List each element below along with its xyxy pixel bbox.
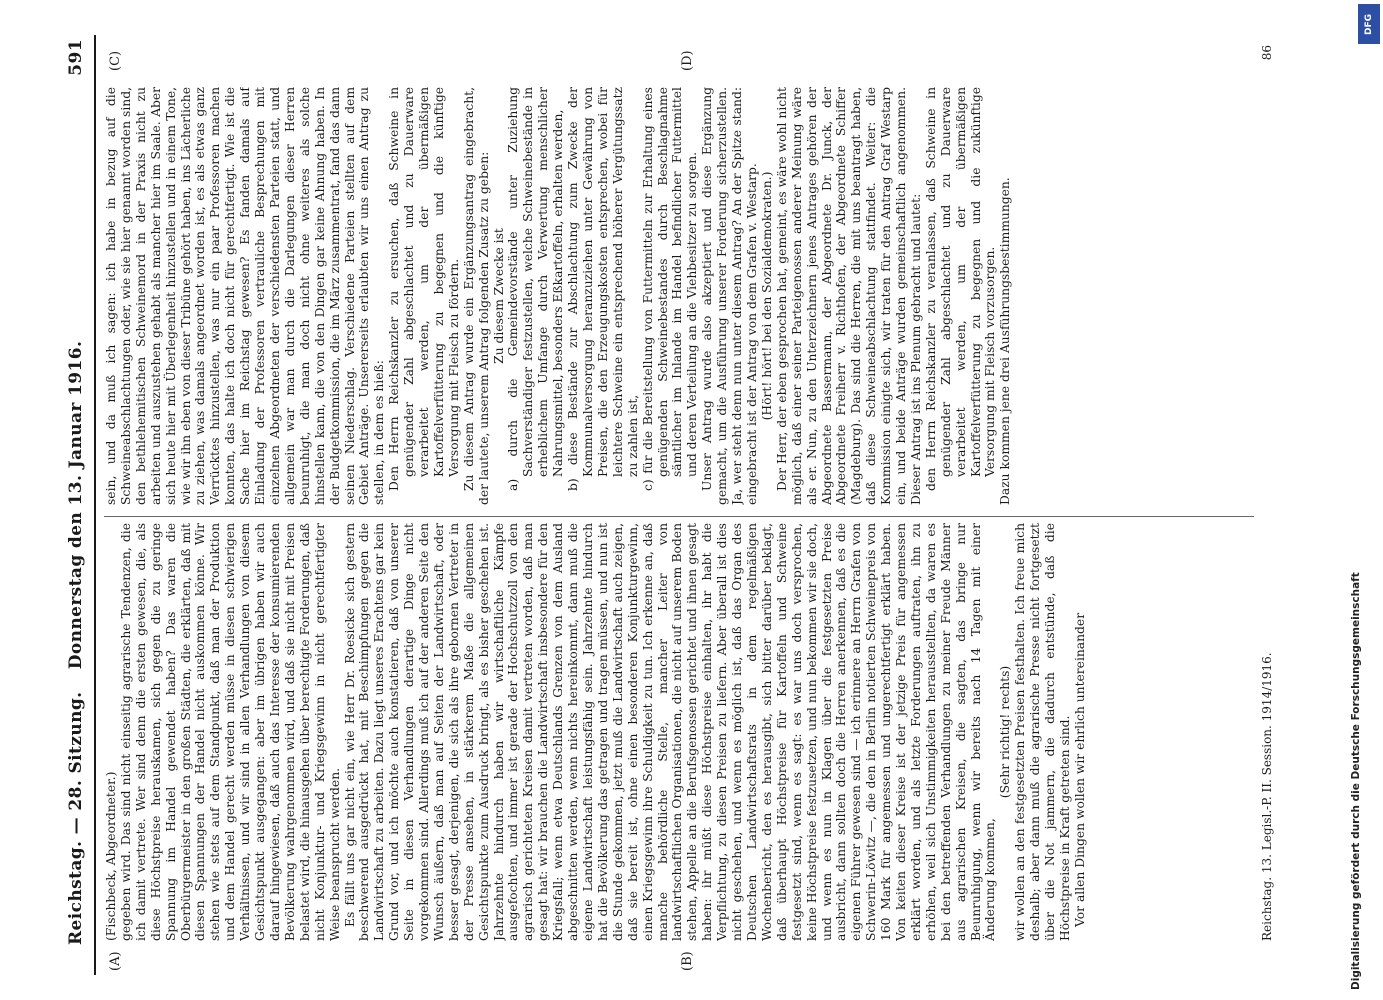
- header-left: Reichstag. — 28. Sitzung.: [66, 691, 86, 945]
- page-number: 591: [66, 39, 86, 76]
- header-date: Donnerstag den 13. Januar 1916.: [66, 340, 86, 670]
- footer-number: 86: [1260, 45, 1274, 61]
- paragraph: Vor allen Dingen wollen wir ehrlich untereinander: [1072, 612, 1087, 927]
- interjection: (Hört! hört! bei den Sozialdemokraten.): [759, 171, 774, 421]
- paragraph: Zu diesem Antrag wurde ein Ergänzungsantrag eingebracht, der lautete, unserem Antrag folgenden Zusatz zu geben:: [461, 87, 491, 505]
- left-column: [104, 523, 1254, 941]
- paragraph: Unser Antrag wurde also akzeptiert und diese Ergänzung gemacht, um die Ausführung unserer Forderung sicherzustellen. Ja, wer steht denn nun unter diesem Antrag? An der Spitze stand: eingebracht ist der Antrag von dem Grafen v. Westarp.: [700, 87, 759, 505]
- quoted-motion: Den Herrn Reichskanzler zu ersuchen, daß Schweine in genügender Zahl abgeschlachtet und zu Dauerware verarbeitet werden, um der übermäßigen Kartoffelverfütterung zu begegnen und die künftige Versorgung mit Fleisch zu fördern.: [387, 87, 461, 491]
- paragraph: sein, und da muß ich sagen: ich habe in bezug auf die Schweineabschlachtungen oder, wie sie hier genannt worden sind, den bethlehemitischen Schweinemord in der Praxis nicht zu arbeiten und auszustehen gehabt als mancher hier im Saale. Aber sich heute hier mit Überlegenheit hinzustellen und in einem Tone, wie wir ihn eben von dieser Tribüne gehört haben, ins Lächerliche zu ziehen, was damals angeordnet worden ist, es als etwas ganz Verrücktes hinzustellen, was nur ein paar Professoren machen konnten, das halte ich doch nicht für gerechtfertigt. Wie ist die Sache hier im Reichstag gewesen? Es fanden damals auf Einladung der Professoren vertrauliche Besprechungen mit einzelnen Abgeordneten der verschiedensten Parteien statt, und allgemein war man durch die Darlegungen dieser Herren beunruhigt, die man doch nicht ohne weiteres als solche hinstellen kann, die von den Dingen gar keine Ahnung haben. In der Budgetkommission, die im März zusammentrat, fand das dann seinen Niederschlag. Verschiedene Parteien stellten auf dem Gebiet Anträge. Unsererseits erlaubten wir uns einen Antrag zu stellen, in dem es hieß:: [104, 87, 387, 505]
- footer-left: Reichstag. 13. Legisl.-P. II. Session. 1914/1916.: [1260, 652, 1274, 941]
- dfg-logo: DFG: [1358, 4, 1380, 44]
- page-header: [60, 35, 94, 975]
- right-column: [104, 87, 1254, 505]
- speaker-note: (Fischbeck, Abgeordneter.): [104, 771, 118, 941]
- paragraph: Es fällt uns gar nicht ein, wie Herr Dr. Roesicke sich gestern beschwerend ausgedrückt hat, mit Beschimpfungen gegen die Landwirtschaft zu arbeiten. Dazu liegt unseres Erachtens gar kein Grund vor, und ich möchte auch konstatieren, daß von unserer Seite in diesen Verhandlungen derartige Dinge nicht vorgekommen sind. Allerdings muß ich auf der anderen Seite den Wunsch äußern, daß man auf Seiten der Landwirtschaft, oder besser gesagt, derjenigen, die sich als ihre gebornen Vertreter in der Presse ansehen, in stärkerem Maße die allgemeinen Gesichtspunkte zum Ausdruck bringt, als es bisher geschehen ist. Jahrzehnte hindurch haben wir wirtschaftliche Kämpfe ausgefochten, und immer ist gerade der Hochschutzzoll von den agrarisch gerichteten Kreisen damit vertreten worden, daß man gesagt hat: wir brauchen die Landwirtschaft insbesondere für den Kriegsfall; wenn etwa Deutschlands Grenzen von dem Ausland abgeschnitten werden, wenn nichts hereinkommt, dann muß die eigene Landwirtschaft leistungsfähig sein. Jahrzehnte hindurch hat die Bevölkerung das getragen und tragen müssen, und nun ist die Stunde gekommen, jetzt muß die Landwirtschaft auch zeigen, daß sie bereit ist, ohne einen besonderen Konjunkturgewinn, einen Kriegsgewinn ihre Schuldigkeit zu tun. Ich erkenne an, daß manche behördliche Stelle, mancher Leiter von landwirtschaftlichen Organisationen, die nicht auf unserem Boden stehen, Appelle an die Berufsgenossen gerichtet und ihnen gesagt haben: ihr müßt diese Höchstpreise einhalten, ihr habt die Verpflichtung, zu diesen Preisen zu liefern. Aber überall ist dies nicht geschehen, und wenn es möglich ist, daß das Organ des Deutschen Landwirtschaftsrats in dem regelmäßigen Wochenbericht, den es herausgibt, sich bitter darüber beklagt, daß überhaupt Höchstpreise für Kartoffeln und Schweine festgesetzt sind, wenn es sagt: es war uns doch versprochen, keine Höchstpreise festzusetzen, und nun bekommen wir sie doch, und wenn es nun in Klagen über die festgesetzten Preise ausbricht, dann sollten doch die Herren anerkennen, daß es die eigenen Führer gewesen sind — ich erinnere an Herrn Grafen von Schwerin-Löwitz —, die den in Berlin notierten Schweinepreis von 160 Mark für angemessen und ungerechtfertigt erklärt haben. Von keiten dieser Kreise ist der jetzige Preis für angemessen erklärt worden, und als letzte Forderungen auftraten, ihn zu erhöhen, weil sich Unstimmigkeiten herausstellten, da waren es bei den betreffenden Verhandlungen zu meiner Freude Männer aus agrarischen Kreisen, die sagten, das bringe nur Beunruhigung, wenn wir bereits nach 14 Tagen mit einer Änderung kommen,: [342, 523, 998, 941]
- paragraph: wir wollen an den festgesetzten Preisen festhalten. Ich freue mich deshalb; aber dann muß die agrarische Presse nicht fortgesetzt über die Not jammern, die dadurch entstünde, daß die Höchstpreise in Kraft getreten sind.: [1013, 523, 1072, 941]
- margin-mark-a: (A): [108, 951, 123, 971]
- list-item-c: c) für die Bereitstellung von Futtermitteln zur Erhaltung eines genügenden Schweinebestandes durch Beschlagnahme sämtlicher im Inlande im Handel befindlicher Futtermittel und deren Verteilung an die Viehbesitzer zu sorgen.: [640, 87, 700, 491]
- list-item-a: a) durch die Gemeindevorstände unter Zuziehung Sachverständiger festzustellen, welche Schweinebestände in erheblichem Umfange durch Verwertung menschlicher Nahrungsmittel, besonders Eßkartoffeln, erhalten werden,: [506, 87, 566, 491]
- paragraph: Dazu kommen jene drei Ausführungsbestimmungen.: [998, 177, 1013, 505]
- margin-mark-c: (C): [108, 50, 123, 71]
- quoted-motion: den Herrn Reichskanzler zu veranlassen, daß Schweine in genügender Zahl abgeschlachtet und zu Dauerware verarbeitet werden, um der übermäßigen Kartoffelverfütterung zu begegnen und die zukünftige Versorgung mit Fleisch vorzusorgen.: [923, 87, 998, 491]
- paragraph: Der Herr, der eben gesprochen hat, gemeint, es wäre wohl nicht möglich, daß einer seiner Parteigenossen anderer Meinung wäre als er. Nun, zu den Unterzeichnern jenes Antrages gehören der Abgeordnete Bassermann, der Abgeordnete Dr. Junck, der Abgeordnete Freiherr v. Richthofen, der Abgeordnete Schiffer (Magdeburg). Das sind die Herren, die mit uns beantragt haben, daß diese Schweineabschlachtung stattfindet. Weiter: die Kommission einigte sich, wir traten für den Antrag Graf Westarp ein, und beide Anträge wurden gemeinschaftlich angenommen. Dieser Antrag ist ins Plenum gebracht und lautet:: [774, 87, 923, 505]
- newspaper-page: [60, 35, 1320, 975]
- header-rule: [94, 35, 96, 975]
- interjection: (Sehr richtig! rechts): [998, 665, 1013, 799]
- paragraph: gegeben wird. Das sind nicht einseitig agrarische Tendenzen, die ich damit vertrete. Wer sind denn die ersten gewesen, die, als diese Höchstpreise herauskamen, sich gegen die zu geringe Spannung im Handel gewendet haben? Das waren die Oberbürgermeister in den großen Städten, die erklärten, daß mit diesen Spannungen der Handel nicht auskommen könne. Wir stehen wie stets auf dem Standpunkt, daß man der Produktion und dem Handel gerecht werden müsse in diesen schwierigen Verhältnissen, und wir sind in allen Verhandlungen von diesem Gesichtspunkt ausgegangen: aber im übrigen haben wir auch darauf hingewiesen, daß auch das Interesse der konsumierenden Bevölkerung wahrgenommen wird, und daß sie nicht mit Preisen belastet wird, die hinausgehen über berechtigte Forderungen, daß nicht Konjunktur- und Kriegsgewinn in nicht gerechtfertigter Weise beansprucht werden.: [118, 523, 342, 941]
- list-item-b: b) diese Bestände zur Abschlachtung zum Zwecke der Kommunalversorgung heranzuziehen unter Gewährung von Preisen, die den Erzeugungskosten entsprechen, wobei für leichtere Schweine ein entsprechend höherer Vergütungssatz zu zahlen ist,: [566, 87, 640, 491]
- list-intro: Zu diesem Zwecke ist: [491, 228, 506, 364]
- digitization-credit: Digitalisierung gefördert durch die Deutsche Forschungsgemeinschaft: [1350, 572, 1362, 990]
- margin-mark-d: (D): [680, 50, 695, 71]
- column-divider: [104, 516, 1254, 517]
- margin-mark-b: (B): [680, 951, 695, 971]
